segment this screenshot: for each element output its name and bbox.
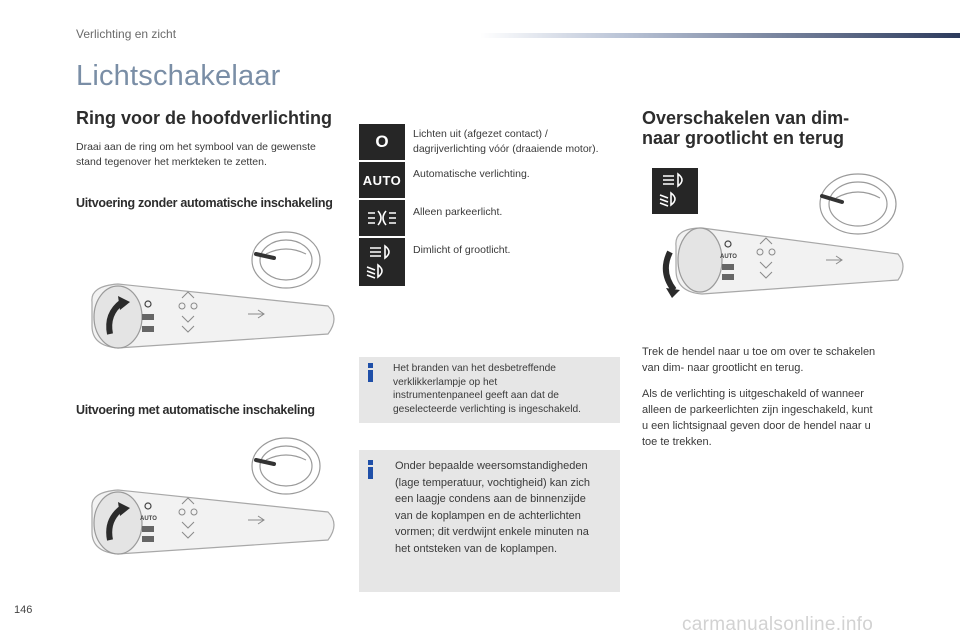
section-header: Verlichting en zicht [76,27,177,41]
position-label-off [413,127,623,157]
parking-lights-symbol [365,208,399,228]
switch-para-line: alleen de parkeerlichten zijn ingeschakeld, kunt [642,404,873,416]
lights-off-glyph: O [375,132,389,151]
info-line: vormen; dit verdwijnt enkele minuten na [395,526,589,538]
position-label-line: dagrijverlichting vóór (draaiende motor). [413,143,599,155]
info-box-indicator [359,357,620,423]
ring-intro-line: stand tegenover het merkteken te zetten. [76,156,267,168]
info-line: het ontsteken van de koplampen. [395,542,558,555]
switch-heading-line: naar grootlicht en terug [642,128,845,148]
info-text [395,458,590,557]
info-text [393,362,581,416]
auto-lighting-glyph: AUTO [362,172,402,188]
info-line: van de koplampen en de achterlichten [395,509,581,522]
info-line: een laagje condens aan de binnenzijde [395,493,586,505]
position-label-line: Lichten uit (afgezet contact) / [413,128,548,140]
switch-para-line: van dim- naar grootlicht en terug. [642,362,804,374]
info-line: Onder bepaalde weersomstandigheden [395,460,588,472]
ring-heading: Ring voor de hoofdverlichting [76,108,332,128]
info-line: Het branden van het desbetreffende [393,363,556,374]
position-label-auto: Automatische verlichting. [413,168,530,180]
page-title: Lichtschakelaar [76,60,281,92]
info-icon [367,363,377,382]
beam-symbol [365,243,399,281]
switch-heading-line: Overschakelen van dim- [642,108,850,128]
position-label-beam: Dimlicht of grootlicht. [413,244,511,256]
info-line: verklikkerlampje op het [393,376,498,388]
switch-para-line: toe te trekken. [642,436,712,448]
switch-para-line: u een lichtsignaal geven door de hendel naar u [642,420,871,432]
auto-mark-label: AUTO [140,516,157,522]
info-line: geselecteerde verlichting is ingeschakeld. [393,403,582,415]
beam-switch-illustration [646,162,908,302]
watermark: carmanualsonline.info [682,614,874,635]
ring-intro [76,140,316,170]
lights-off-icon [359,124,405,160]
parking-lights-icon [359,200,405,236]
auto-mark-label: AUTO [720,254,737,260]
switch-para-line: Trek de hendel naar u toe om over te schakelen [642,346,876,358]
dipped-main-beam-icon [359,238,405,286]
position-label-parking: Alleen parkeerlicht. [413,206,503,218]
switch-para-line: Als de verlichting is uitgeschakeld of wanneer [642,388,864,400]
info-icon [367,460,377,479]
info-box-condensation [359,450,620,592]
switch-para-1 [642,344,875,376]
header-gradient-bar [480,33,960,38]
light-stalk-illustration [78,222,340,362]
auto-lighting-icon [359,162,405,198]
switch-para-2 [642,386,873,450]
page-number: 146 [14,604,33,616]
info-line: (lage temperatuur, vochtigheid) kan zich [395,476,591,489]
without-auto-heading: Uitvoering zonder automatische inschakeling [76,196,333,210]
info-line: instrumentenpaneel geeft aan dat de [393,390,559,401]
ring-intro-line: Draai aan de ring om het symbool van de gewenste [76,141,316,153]
light-stalk-auto-illustration [78,428,340,568]
switch-heading [642,108,849,148]
with-auto-heading: Uitvoering met automatische inschakeling [76,403,315,417]
